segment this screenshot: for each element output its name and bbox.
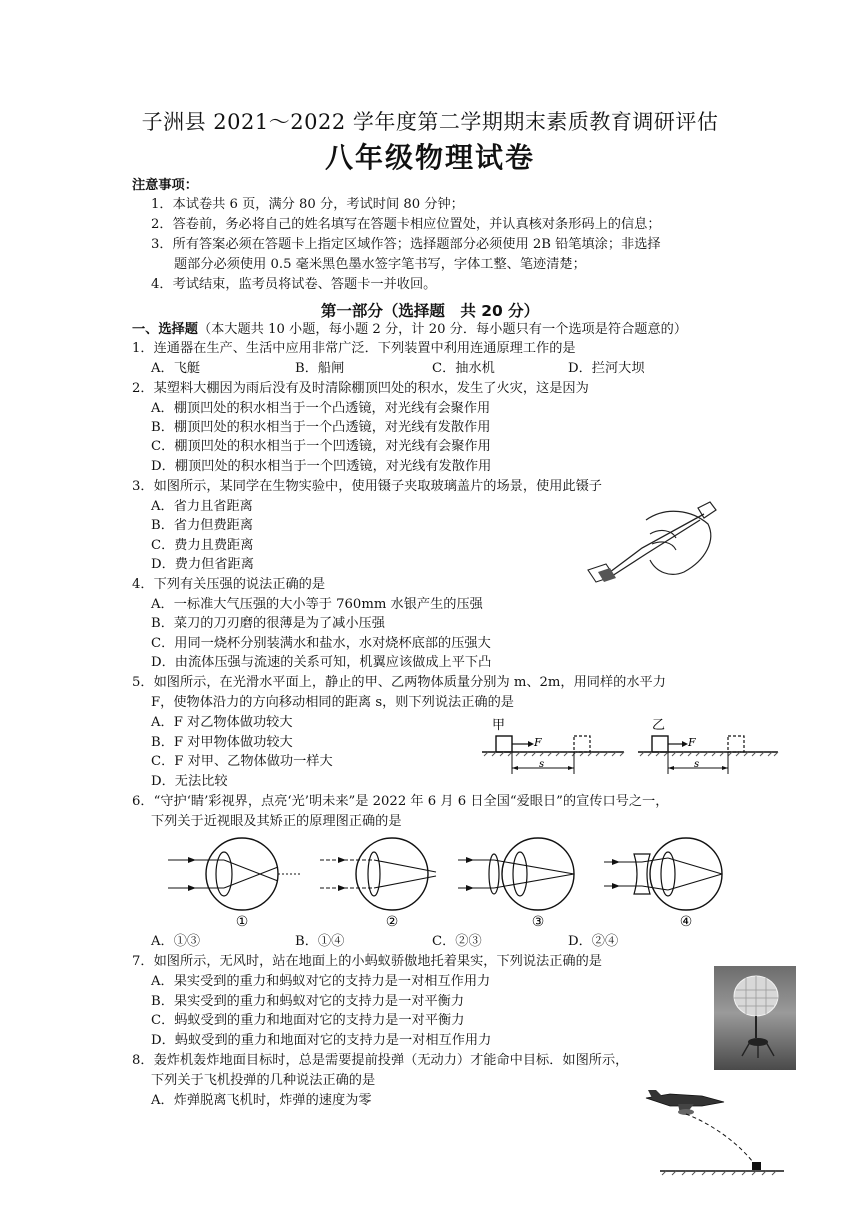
option: C．用同一烧杯分别装满水和盐水，水对烧杯底部的压强大: [151, 636, 491, 651]
question-stem: 7．如图所示，无风时，站在地面上的小蚂蚁骄傲地托着果实，下列说法正确的是: [132, 954, 602, 969]
eye-diagrams-figure: [160, 830, 760, 930]
label-force: F: [534, 736, 542, 749]
question-stem: 下列关于飞机投弹的几种说法正确的是: [151, 1073, 376, 1088]
notes-heading: 注意事项：: [132, 178, 198, 193]
option: D．由流体压强与流速的关系可知，机翼应该做成上平下凸: [151, 655, 492, 670]
option: C．蚂蚁受到的重力和地面对它的支持力是一对平衡力: [151, 1013, 465, 1028]
tweezers-figure: [580, 500, 720, 582]
option: A．果实受到的重力和蚂蚁对它的支持力是一对相互作用力: [151, 974, 491, 989]
section-label: 一、选择题: [132, 322, 198, 337]
eye-diagram-4: [604, 838, 722, 930]
question-stem: 8．轰炸机轰炸地面目标时，总是需要提前投弹（无动力）才能命中目标．如图所示，: [132, 1053, 629, 1068]
exam-title: 子洲县 2021～2022 学年度第二学期期末素质教育调研评估: [141, 110, 719, 134]
option: C．抽水机: [432, 361, 495, 376]
eye-diagram-3: [458, 838, 574, 930]
option: B．省力但费距离: [151, 518, 254, 533]
q5-figure-jia: [482, 716, 632, 778]
part1-title: 第一部分（选择题 共 20 分）: [320, 302, 540, 320]
question-stem: F，使物体沿力的方向移动相同的距离 s，则下列说法正确的是: [151, 695, 514, 710]
option: A．一标准大气压强的大小等于 760mm 水银产生的压强: [151, 597, 483, 612]
option: D．②④: [568, 934, 619, 949]
question-stem: 下列关于近视眼及其矫正的原理图正确的是: [151, 814, 402, 829]
ant-fruit-illustration: [714, 966, 796, 1070]
question-stem: 1．连通器在生产、生活中应用非常广泛．下列装置中利用连通原理工作的是: [132, 341, 576, 356]
diagram-label: ③: [531, 914, 545, 930]
option: C．F 对甲、乙物体做功一样大: [151, 754, 333, 769]
ant-fruit-photo: [714, 966, 796, 1070]
label-distance: s: [539, 759, 545, 770]
label-jia: 甲: [492, 718, 506, 733]
question-stem: 6．“守护‘睛’彩视界，点亮‘光’明未来”是 2022 年 6 月 6 日全国“爱眼日”的宣传口号之一，: [132, 794, 669, 809]
option: D．无法比较: [151, 774, 228, 789]
option: D．蚂蚁受到的重力和地面对它的支持力是一对相互作用力: [151, 1033, 492, 1048]
note-item: 3．所有答案必须在答题卡上指定区域作答；选择题部分必须使用 2B 铅笔填涂；非选择: [151, 237, 661, 252]
option: B．菜刀的刀刃磨的很薄是为了减小压强: [151, 616, 385, 631]
option: B．棚顶凹处的积水相当于一个凸透镜，对光线有发散作用: [151, 420, 491, 435]
option: B．①④: [295, 934, 345, 949]
option: D．棚顶凹处的积水相当于一个凹透镜，对光线有发散作用: [151, 459, 492, 474]
option: C．②③: [432, 934, 482, 949]
note-item: 1．本试卷共 6 页，满分 80 分，考试时间 80 分钟；: [151, 197, 464, 212]
note-item: 4．考试结束，监考员将试卷、答题卡一并收回。: [151, 277, 437, 292]
option: A．①③: [151, 934, 201, 949]
note-item: 题部分必须使用 0.5 毫米黑色墨水签字笔书写，字体工整、笔迹清楚；: [174, 257, 586, 272]
option: A．炸弹脱离飞机时，炸弹的速度为零: [151, 1093, 372, 1108]
exam-subtitle: 八年级物理试卷: [324, 141, 535, 174]
option: A．飞艇: [151, 361, 201, 376]
option: D．费力但省距离: [151, 557, 254, 572]
option: B．船闸: [295, 361, 345, 376]
diagram-label: ④: [679, 914, 693, 930]
question-stem: 5．如图所示，在光滑水平面上，静止的甲、乙两物体质量分别为 m、2m，用同样的水平力: [132, 675, 666, 690]
option: A．省力且省距离: [151, 499, 253, 514]
note-item: 2．答卷前，务必将自己的姓名填写在答题卡相应位置处，并认真核对条形码上的信息；: [151, 217, 661, 232]
diagram-label: ②: [385, 914, 399, 930]
eye-diagram-1: [168, 838, 300, 930]
option: B．F 对甲物体做功较大: [151, 735, 293, 750]
option: D．拦河大坝: [568, 361, 645, 376]
q5-figure-yi: [634, 716, 784, 778]
question-stem: 2．某塑料大棚因为雨后没有及时清除棚顶凹处的积水，发生了火灾，这是因为: [132, 381, 589, 396]
section-header: [132, 321, 687, 339]
eye-diagram-2: [320, 838, 436, 930]
section-note: （本大题共 10 小题，每小题 2 分，计 20 分．每小题只有一个选项是符合题意的）: [197, 322, 688, 337]
option: B．果实受到的重力和蚂蚁对它的支持力是一对平衡力: [151, 994, 465, 1009]
question-stem: 4．下列有关压强的说法正确的是: [132, 577, 326, 592]
option: C．棚顶凹处的积水相当于一个凹透镜，对光线有会聚作用: [151, 439, 491, 454]
option: A．棚顶凹处的积水相当于一个凸透镜，对光线有会聚作用: [151, 401, 491, 416]
option: A．F 对乙物体做功较大: [151, 715, 293, 730]
diagram-label: ①: [235, 914, 249, 930]
option: C．费力且费距离: [151, 538, 254, 553]
label-distance: s: [694, 759, 700, 770]
question-stem: 3．如图所示，某同学在生物实验中，使用镊子夹取玻璃盖片的场景，使用此镊子: [132, 479, 602, 494]
label-yi: 乙: [652, 718, 666, 733]
bomber-figure: [640, 1084, 790, 1180]
label-force: F: [688, 736, 696, 749]
